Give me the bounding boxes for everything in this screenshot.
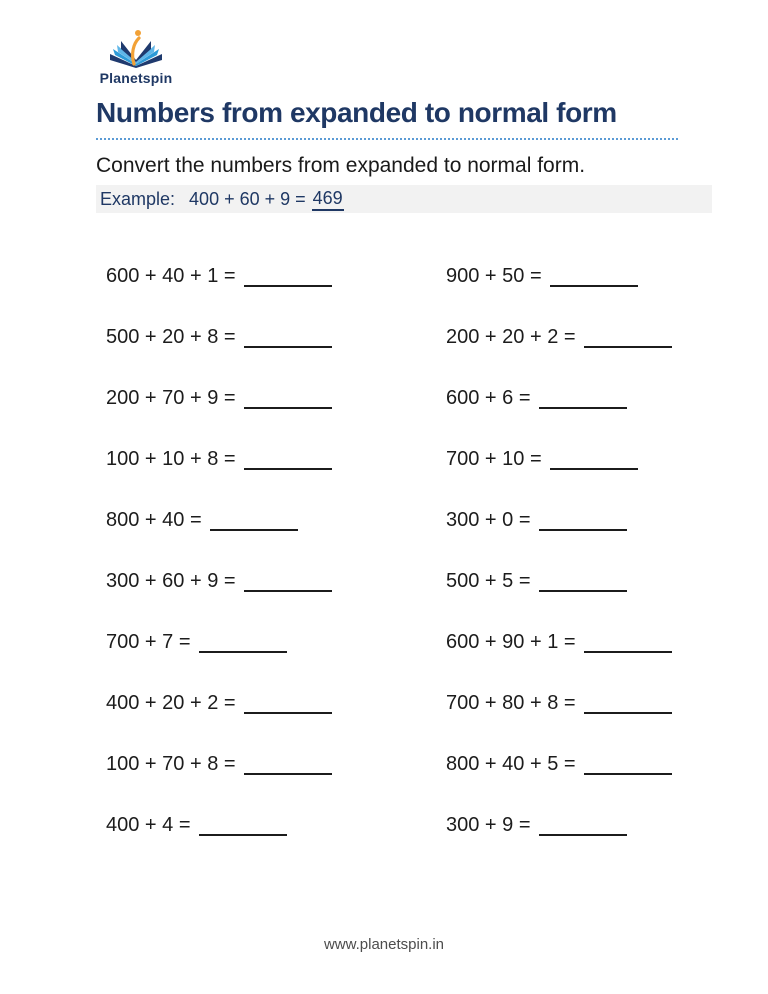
example-answer: 469 (312, 188, 344, 211)
problem-expression: 600 + 40 + 1 = (106, 265, 236, 287)
answer-blank (584, 773, 672, 775)
open-book-icon (107, 28, 165, 68)
page-title: Numbers from expanded to normal form (96, 97, 617, 128)
problem-row (106, 734, 446, 795)
answer-blank (539, 834, 627, 836)
problem-row (446, 551, 728, 612)
footer-website: www.planetspin.in (323, 936, 445, 953)
problem-row (446, 368, 728, 429)
problem-expression: 800 + 40 + 5 = (446, 753, 576, 775)
answer-blank (210, 529, 298, 531)
problem-row (446, 307, 728, 368)
problem-expression: 500 + 5 = (446, 570, 531, 592)
example-expression: 400 + 60 + 9 = (189, 188, 306, 209)
problem-row (106, 673, 446, 734)
answer-blank (539, 407, 627, 409)
problem-expression: 300 + 60 + 9 = (106, 570, 236, 592)
problem-row (106, 795, 446, 856)
problem-expression: 400 + 20 + 2 = (106, 692, 236, 714)
problem-expression: 700 + 10 = (446, 448, 542, 470)
answer-blank (244, 773, 332, 775)
problem-expression: 200 + 70 + 9 = (106, 387, 236, 409)
problem-expression: 700 + 7 = (106, 631, 191, 653)
answer-blank (244, 407, 332, 409)
answer-blank (584, 712, 672, 714)
problem-row (446, 673, 728, 734)
problem-expression: 600 + 90 + 1 = (446, 631, 576, 653)
answer-blank (584, 346, 672, 348)
answer-blank (244, 468, 332, 470)
problem-row (106, 429, 446, 490)
problem-row (106, 612, 446, 673)
problem-row (106, 307, 446, 368)
instruction-text: Convert the numbers from expanded to normal form. (96, 154, 586, 177)
problem-row (446, 612, 728, 673)
problem-expression: 100 + 10 + 8 = (106, 448, 236, 470)
problem-expression: 300 + 9 = (446, 814, 531, 836)
answer-blank (199, 651, 287, 653)
answer-blank (199, 834, 287, 836)
example-label: Example: (100, 188, 176, 209)
answer-blank (244, 285, 332, 287)
answer-blank (550, 285, 638, 287)
brand-logo (96, 28, 176, 86)
answer-blank (244, 590, 332, 592)
answer-blank (539, 529, 627, 531)
problem-expression: 100 + 70 + 8 = (106, 753, 236, 775)
answer-blank (550, 468, 638, 470)
problem-expression: 200 + 20 + 2 = (446, 326, 576, 348)
problem-expression: 700 + 80 + 8 = (446, 692, 576, 714)
problem-row (106, 551, 446, 612)
problem-expression: 300 + 0 = (446, 509, 531, 531)
problem-expression: 900 + 50 = (446, 265, 542, 287)
problem-row (106, 490, 446, 551)
problem-row (446, 246, 728, 307)
answer-blank (584, 651, 672, 653)
problem-row (446, 429, 728, 490)
example-bar (96, 185, 712, 213)
problem-expression: 400 + 4 = (106, 814, 191, 836)
problem-row (446, 795, 728, 856)
problem-expression: 600 + 6 = (446, 387, 531, 409)
problem-row (446, 490, 728, 551)
problem-row (446, 734, 728, 795)
brand-name: Planetspin (99, 70, 173, 86)
answer-blank (244, 346, 332, 348)
problem-expression: 800 + 40 = (106, 509, 202, 531)
problem-expression: 500 + 20 + 8 = (106, 326, 236, 348)
title-dotted-rule (96, 138, 678, 140)
problems-grid (106, 246, 728, 856)
answer-blank (244, 712, 332, 714)
problem-row (106, 368, 446, 429)
answer-blank (539, 590, 627, 592)
problem-row (106, 246, 446, 307)
